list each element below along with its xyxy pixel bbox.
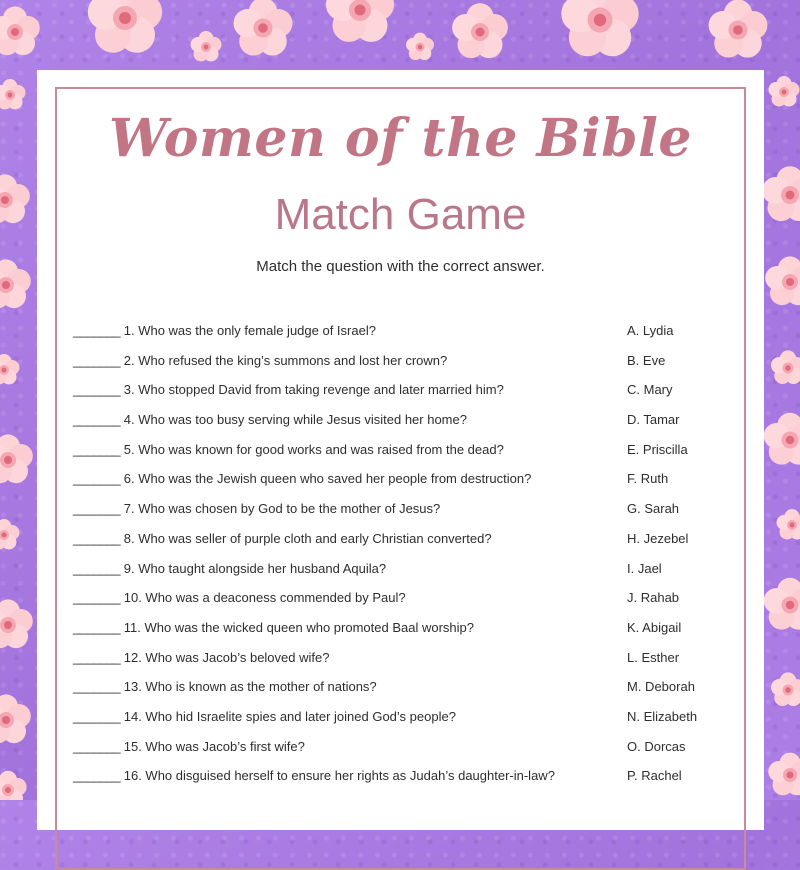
- answer-blank[interactable]: _______: [73, 619, 121, 635]
- question-row: [73, 321, 613, 351]
- question-row: [73, 648, 613, 678]
- question-text: 1. Who was the only female judge of Israel?: [123, 323, 376, 338]
- question-text: 15. Who was Jacob’s first wife?: [123, 738, 305, 754]
- page-subtitle: Match Game: [274, 190, 527, 239]
- answer-option: D. Tamar: [627, 412, 680, 428]
- answer-blank[interactable]: _______: [73, 560, 121, 576]
- answer-option: E. Priscilla: [627, 441, 688, 457]
- answer-blank[interactable]: _______: [73, 649, 121, 665]
- question-list: [73, 321, 613, 796]
- answer-option: F. Ruth: [627, 471, 669, 487]
- question-text: 10. Who was a deaconess commended by Paul?: [123, 590, 406, 606]
- worksheet-card: [37, 70, 764, 830]
- answer-blank[interactable]: _______: [73, 471, 121, 487]
- answer-blank[interactable]: _______: [73, 679, 121, 695]
- question-row: [73, 469, 613, 499]
- answer-blank[interactable]: _______: [73, 590, 121, 606]
- answer-option: H. Jezebel: [627, 530, 689, 546]
- question-text: 16. Who disguised herself to ensure her rights as Judah’s daughter-in-law?: [123, 768, 555, 784]
- answer-blank[interactable]: _______: [73, 501, 121, 517]
- answer-option: N. Elizabeth: [627, 708, 698, 724]
- question-row: [73, 410, 613, 440]
- question-text: 3. Who stopped David from taking revenge and later married him?: [123, 382, 504, 398]
- question-row: [73, 618, 613, 648]
- question-text: 2. Who refused the king’s summons and lost her crown?: [123, 352, 448, 368]
- answer-blank[interactable]: _______: [73, 323, 121, 338]
- question-text: 9. Who taught alongside her husband Aquila?: [123, 560, 387, 576]
- question-text: 11. Who was the wicked queen who promoted Baal worship?: [123, 619, 474, 635]
- answer-blank[interactable]: _______: [73, 530, 121, 546]
- question-row: [73, 588, 613, 618]
- question-row: [73, 677, 613, 707]
- answer-blank[interactable]: _______: [73, 352, 121, 368]
- answer-option: L. Esther: [627, 649, 680, 665]
- question-row: [73, 440, 613, 470]
- question-text: 13. Who is known as the mother of nations?: [123, 679, 377, 695]
- answer-option: O. Dorcas: [627, 738, 686, 754]
- question-row: [73, 766, 613, 796]
- answer-option: G. Sarah: [627, 501, 680, 517]
- question-row: [73, 559, 613, 589]
- page-title: Women of the Bible: [109, 108, 692, 169]
- question-text: 7. Who was chosen by God to be the mother of Jesus?: [123, 501, 441, 517]
- question-row: [73, 499, 613, 529]
- question-row: [73, 707, 613, 737]
- answer-blank[interactable]: _______: [73, 412, 121, 428]
- question-text: 5. Who was known for good works and was raised from the dead?: [123, 441, 504, 457]
- answer-blank[interactable]: _______: [73, 708, 121, 724]
- answer-blank[interactable]: _______: [73, 441, 121, 457]
- answer-blank[interactable]: _______: [73, 738, 121, 754]
- answer-blank[interactable]: _______: [73, 382, 121, 398]
- answer-option: M. Deborah: [627, 679, 695, 695]
- answer-option: I. Jael: [627, 560, 662, 576]
- question-text: 14. Who hid Israelite spies and later joined God’s people?: [123, 708, 456, 724]
- answer-option: J. Rahab: [627, 590, 680, 606]
- answer-list: [627, 321, 747, 796]
- instructions-text: Match the question with the correct answer.: [256, 258, 545, 275]
- answer-option: C. Mary: [627, 382, 673, 398]
- answer-option: A. Lydia: [627, 323, 674, 338]
- question-row: [73, 529, 613, 559]
- question-row: [73, 351, 613, 381]
- question-text: 8. Who was seller of purple cloth and early Christian converted?: [123, 530, 492, 546]
- question-row: [73, 380, 613, 410]
- question-text: 6. Who was the Jewish queen who saved her people from destruction?: [123, 471, 532, 487]
- answer-blank[interactable]: _______: [73, 768, 121, 784]
- answer-option: P. Rachel: [627, 768, 682, 784]
- answer-option: K. Abigail: [627, 619, 682, 635]
- question-text: 12. Who was Jacob’s beloved wife?: [123, 649, 330, 665]
- question-row: [73, 737, 613, 767]
- question-text: 4. Who was too busy serving while Jesus visited her home?: [123, 412, 467, 428]
- answer-option: B. Eve: [627, 352, 666, 368]
